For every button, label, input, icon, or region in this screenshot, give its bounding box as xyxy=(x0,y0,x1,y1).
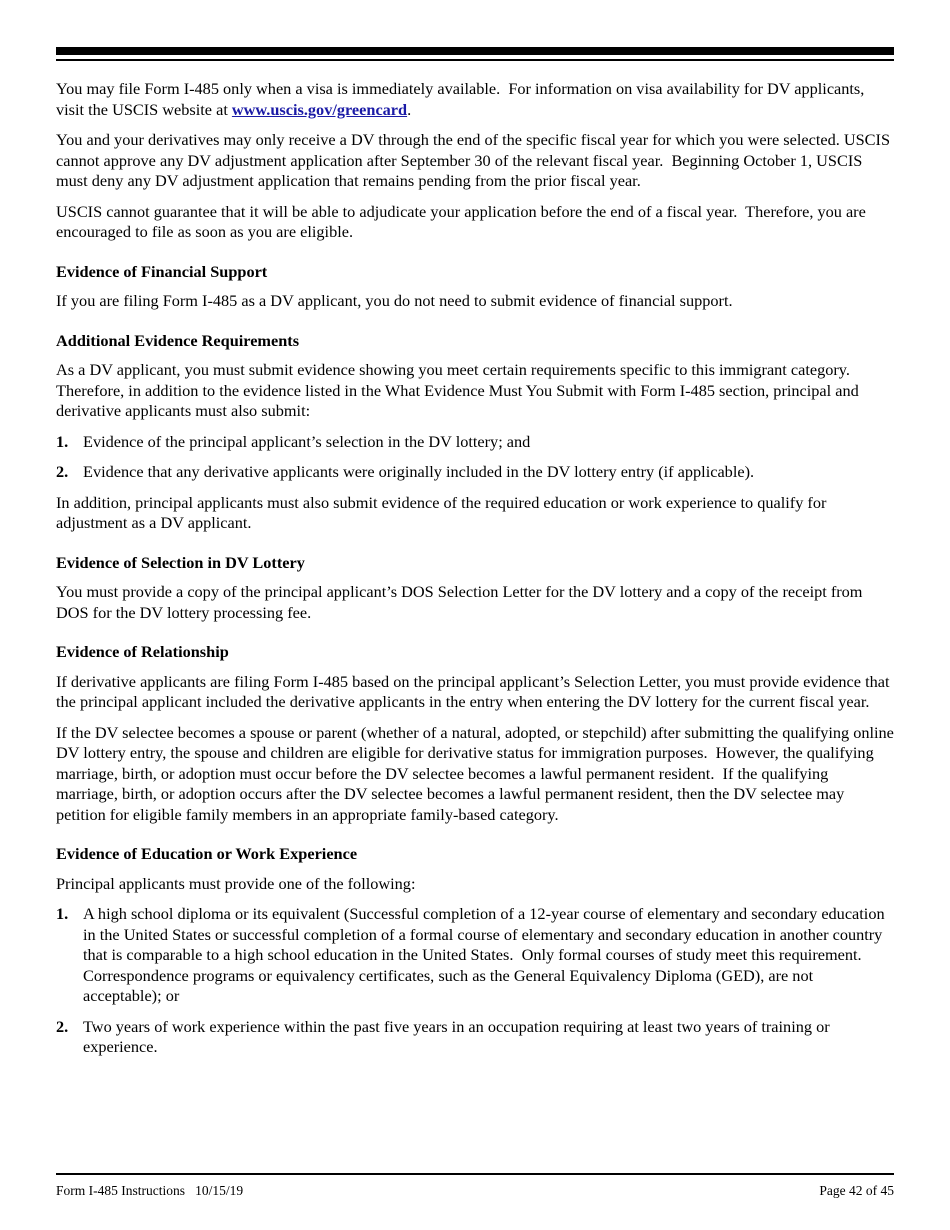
list-item-text: Two years of work experience within the past five years in an occupation requiring at least two years of training or experience. xyxy=(83,1016,830,1056)
additional-evidence-closing: In addition, principal applicants must also submit evidence of the required education or work experience to qualify for adjustment as a DV applicant. xyxy=(56,492,827,532)
greencard-link[interactable]: www.uscis.gov/greencard xyxy=(231,99,408,119)
relationship-heading: Evidence of Relationship xyxy=(56,642,229,661)
adjudication-paragraph: USCIS cannot guarantee that it will be able to adjudicate your application before the end of a fiscal year. Therefore, you are encouraged to file as soon as you are eligible. xyxy=(56,201,866,241)
selection-heading: Evidence of Selection in DV Lottery xyxy=(56,552,305,572)
education-heading: Evidence of Education or Work Experience xyxy=(56,844,358,863)
list-number: 2. xyxy=(56,462,69,481)
list-number: 1. xyxy=(56,431,69,451)
list-item xyxy=(56,904,894,1007)
relationship-paragraph-1: If derivative applicants are filing Form I-485 based on the principal applicant’s Selection Letter, you must provide evidence that the principal applicant included the derivative applicants in the entry when entering the DV lottery for the current fiscal year. xyxy=(56,671,890,711)
list-number: 1. xyxy=(56,904,69,923)
list-item-text: Evidence that any derivative applicants were originally included in the DV lottery entry (if applicable). xyxy=(83,462,755,481)
relationship-paragraph-2: If the DV selectee becomes a spouse or parent (whether of a natural, adopted, or stepchild) after submitting the qualifying online DV lottery entry, the spouse and children are eligible for derivative status for immigration purposes. However, the qualifying marriage, birth, or adoption must occur before the DV selectee becomes a lawful permanent resident. If the qualifying marriage, birth, or adoption occurs after the DV selectee becomes a lawful permanent resident, then the DV selectee may petition for eligible family members in an appropriate family-based category. xyxy=(56,722,894,824)
list-item xyxy=(56,462,894,483)
list-item xyxy=(56,1017,894,1058)
footer-form-info: Form I-485 Instructions 10/15/19 xyxy=(56,1183,244,1198)
visa-availability-paragraph xyxy=(56,79,894,120)
list-number: 2. xyxy=(56,1016,69,1036)
financial-support-heading: Evidence of Financial Support xyxy=(56,261,268,281)
additional-evidence-intro: As a DV applicant, you must submit evidence showing you meet certain requirements specific to this immigrant category. Therefore, in addition to the evidence listed in the What Evidence Must You Submit with Form I-485 section, principal and derivative applicants must also submit: xyxy=(56,360,859,420)
list-item-text: Evidence of the principal applicant’s selection in the DV lottery; and xyxy=(83,431,531,451)
fiscal-year-paragraph: You and your derivatives may only receive a DV through the end of the specific fiscal year for which you were selected. USCIS cannot approve any DV adjustment application after September 30 of the relevant fiscal year. Beginning October 1, USCIS must deny any DV adjustment application that remains pending from the prior fiscal year. xyxy=(56,130,891,190)
header-rule-thick xyxy=(56,47,894,55)
visa-availability-end: . xyxy=(407,99,412,119)
list-item-text: A high school diploma or its equivalent (Successful completion of a 12-year course of elementary and secondary education in the United States or successful completion of a formal course of elementary and secondary education in another country that is comparable to a high school education in the United States. Only formal courses of study meet this requirement. Correspondence programs or equivalency certificates, such as the General Equivalency Diploma (GED), are not acceptable); or xyxy=(83,904,885,1005)
education-intro: Principal applicants must provide one of the following: xyxy=(56,873,416,893)
selection-text: You must provide a copy of the principal applicant’s DOS Selection Letter for the DV lottery and a copy of the receipt from DOS for the DV lottery processing fee. xyxy=(56,582,863,622)
list-item xyxy=(56,432,894,453)
header-rule-thin xyxy=(56,59,894,61)
additional-evidence-heading: Additional Evidence Requirements xyxy=(56,330,300,350)
footer-rule xyxy=(56,1173,894,1175)
financial-support-text: If you are filing Form I-485 as a DV applicant, you do not need to submit evidence of financial support. xyxy=(56,291,733,310)
visa-availability-text: You may file Form I-485 only when a visa is immediately available. For information on visa availability for DV applicants, visit the USCIS website at xyxy=(56,79,865,119)
page-content xyxy=(56,79,894,1068)
footer-page-number: Page 42 of 45 xyxy=(819,1183,894,1198)
